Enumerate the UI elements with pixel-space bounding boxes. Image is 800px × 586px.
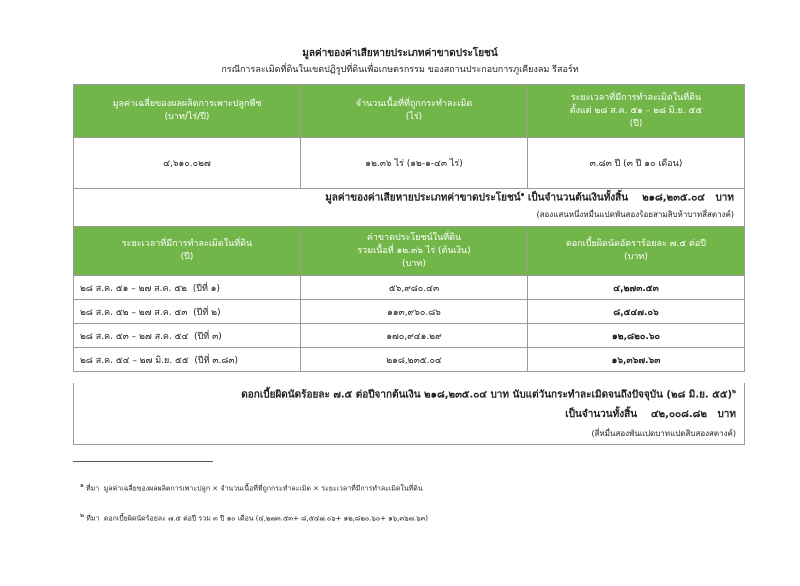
footnote-ref: ๒ [732, 388, 736, 395]
footnote-mark: ๒ [80, 512, 84, 519]
principal-cell: ๒๑๘,๒๓๕.๐๔ [301, 348, 528, 372]
header-unit: (บาท) [624, 252, 648, 262]
period-cell [74, 348, 301, 372]
table-row [74, 300, 745, 324]
interest-cell: ๑๒,๘๒๐.๖๐ [528, 324, 745, 348]
header-line: รวมเนื้อที่ ๑๒.๓๖ ไร่ (ต้นเงิน) [357, 245, 471, 256]
interest-summary-text: ดอกเบี้ยผิดนัดร้อยละ ๗.๕ ต่อปีจากต้นเงิน ๒๑๘,๒๓๕.๐๔ บาท นับแต่วันกระทำละเมิดจนถึงปัจจุบัน (๒๘ มิ.ย. ๕๕) [241, 389, 733, 401]
table2-header-period [74, 227, 301, 276]
period-year: (ปีที่ ๒) [193, 307, 221, 318]
header-line: จำนวนเนื้อที่ที่ถูกกระทำละเมิด [355, 99, 473, 109]
interest-summary [73, 383, 745, 445]
header-unit: (ปี) [629, 118, 643, 129]
header-line: มูลค่าเฉลี่ยของผลผลิตการเพาะปลูกพืช [112, 99, 262, 109]
principal-cell: ๑๑๓,๙๖๐.๘๖ [301, 300, 528, 324]
table1-header-period [528, 85, 745, 138]
header-line: ตั้งแต่ ๒๘ ส.ค. ๕๑ – ๒๘ มิ.ย. ๕๕ [569, 105, 703, 116]
footnote-1 [80, 480, 423, 494]
interest-amount-words: (สี่หมื่นสองพันแปดบาทแปดสิบสองสตางค์) [591, 429, 736, 438]
header-unit: (บาท/ไร่/ปี) [164, 112, 210, 122]
period-year: (ปีที่ ๓.๘๓) [194, 355, 239, 366]
principal-cell: ๕๖,๙๘๐.๔๓ [301, 276, 528, 300]
principal-amount: ๒๑๘,๒๓๕.๐๔ [642, 192, 705, 204]
average-yield-table [73, 84, 745, 189]
interest-table [73, 226, 745, 372]
header-line: ดอกเบี้ยผิดนัดอัตราร้อยละ ๗.๕ ต่อปี [565, 239, 706, 249]
period-range: ๒๘ ส.ค. ๕๑ – ๒๗ ส.ค. ๕๒ [80, 283, 187, 294]
yield-value: ๔,๖๑๐.๐๒๗ [74, 138, 301, 189]
table2-header-principal [301, 227, 528, 276]
interest-total-amount: ๔๒,๐๐๘.๘๒ [650, 409, 707, 420]
currency-unit: บาท [717, 409, 736, 420]
interest-summary-line [241, 386, 736, 402]
table2-header-interest [528, 227, 745, 276]
period-year: (ปีที่ ๓) [194, 331, 222, 342]
period-value: ๓.๘๓ ปี (๓ ปี ๑๐ เดือน) [528, 138, 745, 189]
period-year: (ปีที่ ๑) [192, 283, 220, 294]
interest-cell: ๔,๒๗๓.๕๓ [528, 276, 745, 300]
document-title: มูลค่าของค่าเสียหายประเภทค่าขาดประโยชน์ [302, 48, 498, 59]
footnote-2 [80, 510, 428, 524]
document-subtitle: กรณีการละเมิดที่ดินในเขตปฏิรูปที่ดินเพื่อเกษตรกรรม ของสถานประกอบการภูเคียงลม รีสอร์ท [221, 65, 579, 75]
footnote-label: ที่มา [86, 484, 100, 493]
footnote-label: ที่มา [86, 514, 100, 523]
header-line: ระยะเวลาที่มีการทำละเมิดในที่ดิน [121, 239, 253, 249]
period-cell [74, 300, 301, 324]
period-cell [74, 276, 301, 300]
table2-header-row [74, 227, 745, 276]
table1-header-area [301, 85, 528, 138]
area-value: ๑๒.๓๖ ไร่ (๑๒-๑-๔๓ ไร่) [301, 138, 528, 189]
header-line: ค่าขาดประโยชน์ในที่ดิน [366, 232, 462, 243]
period-range: ๒๘ ส.ค. ๕๓ – ๒๗ ส.ค. ๕๔ [80, 331, 189, 342]
summary-text: เป็นจำนวนต้นเงินทั้งสิ้น [527, 192, 629, 204]
interest-cell: ๑๖,๓๖๗.๖๓ [528, 348, 745, 372]
principal-summary [73, 186, 745, 226]
period-range: ๒๘ ส.ค. ๕๔ – ๒๗ มิ.ย. ๕๕ [80, 355, 189, 366]
principal-summary-line [325, 189, 734, 205]
interest-cell: ๘,๕๔๗.๐๖ [528, 300, 745, 324]
footnote-text: ดอกเบี้ยผิดนัดร้อยละ ๗.๕ ต่อปี รวม ๓ ปี ๑๐ เดือน (๔,๒๗๓.๕๓+ ๘,๕๔๗.๐๖+ ๑๒,๘๒๐.๖๐+ ๑๖,๓๖๗.๖๓) [103, 514, 429, 523]
table-row [74, 348, 745, 372]
principal-cell: ๑๗๐,๙๔๑.๒๙ [301, 324, 528, 348]
footnote-ref: ๑ [520, 191, 525, 198]
table1-value-row [74, 138, 745, 189]
footnote-divider [73, 461, 213, 462]
table-row [74, 276, 745, 300]
period-cell [74, 324, 301, 348]
period-range: ๒๘ ส.ค. ๕๒ – ๒๗ ส.ค. ๕๓ [80, 307, 188, 318]
total-label: เป็นจำนวนทั้งสิ้น [565, 409, 638, 420]
table1-header-yield [74, 85, 301, 138]
footnote-mark: ๑ [80, 482, 84, 489]
table-row [74, 324, 745, 348]
header-unit: (ปี) [180, 252, 194, 262]
footnote-text: มูลค่าเฉลี่ยของผลผลิตการเพาะปลูก × จำนวนเนื้อที่ที่ถูกกระทำละเมิด × ระยะเวลาที่มีการทำละเมิดในที่ดิน [103, 484, 423, 493]
currency-unit: บาท [715, 192, 734, 204]
principal-amount-words: (สองแสนหนึ่งหมื่นแปดพันสองร้อยสามสิบห้าบาทสี่สตางค์) [536, 210, 734, 219]
table1-header-row [74, 85, 745, 138]
interest-total-line [565, 407, 736, 422]
header-line: ระยะเวลาที่มีการทำละเมิดในที่ดิน [570, 92, 702, 103]
header-unit: (ไร่) [405, 112, 423, 122]
summary-label: มูลค่าของค่าเสียหายประเภทค่าขาดประโยชน์ [325, 192, 521, 204]
header-unit: (บาท) [402, 258, 426, 269]
